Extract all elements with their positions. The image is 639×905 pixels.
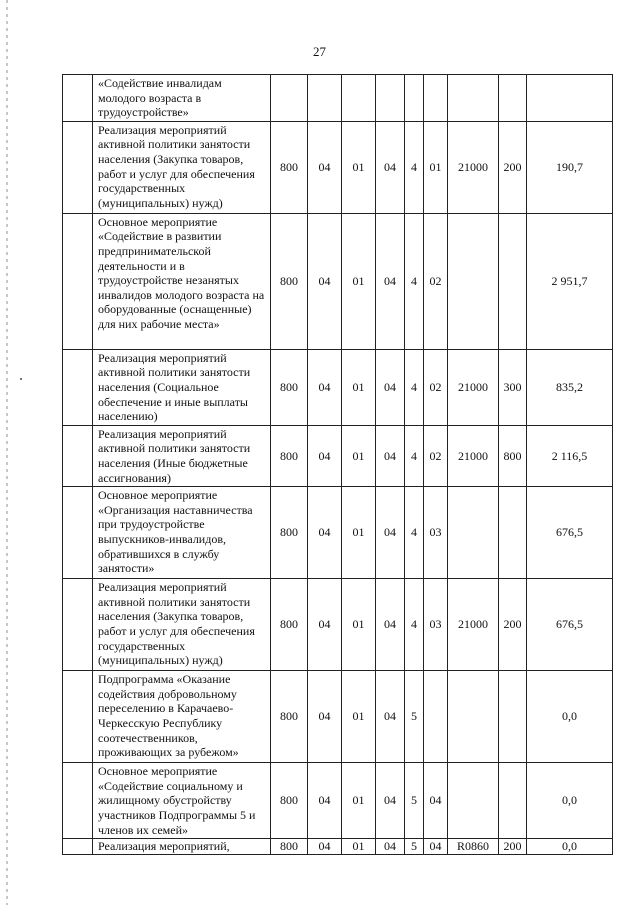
subprogram-cell: 5 xyxy=(405,671,424,763)
measure-cell: 02 xyxy=(424,425,448,486)
subprogram-cell: 5 xyxy=(405,839,424,855)
subprogram-cell: 4 xyxy=(405,121,424,213)
table-row xyxy=(63,839,613,855)
admin-code-cell: 800 xyxy=(271,213,308,349)
expense-type-cell xyxy=(499,671,527,763)
item-name-cell: Реализация мероприятий, xyxy=(93,839,271,855)
direction-cell xyxy=(448,75,499,122)
row-index-cell xyxy=(63,839,93,855)
row-index-cell xyxy=(63,487,93,579)
admin-code-cell: 800 xyxy=(271,579,308,671)
section-cell xyxy=(308,75,342,122)
subsection-cell: 01 xyxy=(342,671,376,763)
table-row xyxy=(63,487,613,579)
subsection-cell: 01 xyxy=(342,839,376,855)
amount-cell: 0,0 xyxy=(527,763,613,839)
page-number: 27 xyxy=(313,44,326,59)
direction-cell xyxy=(448,487,499,579)
section-cell: 04 xyxy=(308,839,342,855)
amount-cell xyxy=(527,75,613,122)
direction-cell xyxy=(448,671,499,763)
subsection-cell: 01 xyxy=(342,763,376,839)
direction-cell xyxy=(448,763,499,839)
subprogram-cell: 4 xyxy=(405,213,424,349)
section-cell: 04 xyxy=(308,349,342,425)
amount-cell: 0,0 xyxy=(527,839,613,855)
subsection-cell: 01 xyxy=(342,487,376,579)
direction-cell: R0860 xyxy=(448,839,499,855)
measure-cell: 02 xyxy=(424,349,448,425)
row-index-cell xyxy=(63,213,93,349)
direction-cell: 21000 xyxy=(448,579,499,671)
amount-cell: 676,5 xyxy=(527,487,613,579)
section-cell: 04 xyxy=(308,425,342,486)
measure-cell: 03 xyxy=(424,487,448,579)
item-name-cell: Реализация мероприятий активной политики занятости населения (Иные бюджетные ассигнования) xyxy=(93,425,271,486)
table-row xyxy=(63,349,613,425)
program-cell: 04 xyxy=(376,213,405,349)
scan-mark xyxy=(20,378,22,380)
expense-type-cell xyxy=(499,487,527,579)
section-cell: 04 xyxy=(308,121,342,213)
expense-type-cell: 200 xyxy=(499,121,527,213)
measure-cell: 02 xyxy=(424,213,448,349)
amount-cell: 676,5 xyxy=(527,579,613,671)
expense-type-cell xyxy=(499,75,527,122)
admin-code-cell: 800 xyxy=(271,349,308,425)
program-cell xyxy=(376,75,405,122)
admin-code-cell: 800 xyxy=(271,121,308,213)
binding-edge xyxy=(6,0,8,905)
subprogram-cell: 4 xyxy=(405,579,424,671)
direction-cell xyxy=(448,213,499,349)
program-cell: 04 xyxy=(376,671,405,763)
subprogram-cell: 4 xyxy=(405,349,424,425)
direction-cell: 21000 xyxy=(448,349,499,425)
item-name-cell: «Содействие инвалидам молодого возраста в трудоустройстве» xyxy=(93,75,271,122)
amount-cell: 190,7 xyxy=(527,121,613,213)
amount-cell: 2 116,5 xyxy=(527,425,613,486)
row-index-cell xyxy=(63,579,93,671)
table-row xyxy=(63,579,613,671)
expense-type-cell: 800 xyxy=(499,425,527,486)
amount-cell: 835,2 xyxy=(527,349,613,425)
item-name-cell: Основное мероприятие «Организация наставничества при трудоустройстве выпускников-инвалидов, обратившихся в службу занятости» xyxy=(93,487,271,579)
admin-code-cell xyxy=(271,75,308,122)
amount-cell: 2 951,7 xyxy=(527,213,613,349)
expense-type-cell xyxy=(499,213,527,349)
subsection-cell: 01 xyxy=(342,579,376,671)
admin-code-cell: 800 xyxy=(271,671,308,763)
subsection-cell: 01 xyxy=(342,425,376,486)
row-index-cell xyxy=(63,671,93,763)
subprogram-cell: 4 xyxy=(405,425,424,486)
section-cell: 04 xyxy=(308,487,342,579)
admin-code-cell: 800 xyxy=(271,763,308,839)
item-name-cell: Реализация мероприятий активной политики занятости населения (Закупка товаров, работ и услуг для обеспечения государственных (муниципальных) нужд) xyxy=(93,121,271,213)
expense-type-cell: 300 xyxy=(499,349,527,425)
admin-code-cell: 800 xyxy=(271,839,308,855)
measure-cell: 04 xyxy=(424,763,448,839)
row-index-cell xyxy=(63,121,93,213)
subprogram-cell: 5 xyxy=(405,763,424,839)
program-cell: 04 xyxy=(376,487,405,579)
table-row xyxy=(63,671,613,763)
program-cell: 04 xyxy=(376,349,405,425)
budget-table xyxy=(62,74,613,855)
direction-cell: 21000 xyxy=(448,121,499,213)
measure-cell: 01 xyxy=(424,121,448,213)
row-index-cell xyxy=(63,75,93,122)
subsection-cell: 01 xyxy=(342,349,376,425)
item-name-cell: Реализация мероприятий активной политики занятости населения (Закупка товаров, работ и услуг для обеспечения государственных (муниципальных) нужд) xyxy=(93,579,271,671)
row-index-cell xyxy=(63,763,93,839)
table-row xyxy=(63,121,613,213)
item-name-cell: Подпрограмма «Оказание содействия добровольному переселению в Карачаево-Черкесскую Республику соотечественников, проживающих за рубежом» xyxy=(93,671,271,763)
section-cell: 04 xyxy=(308,213,342,349)
section-cell: 04 xyxy=(308,671,342,763)
program-cell: 04 xyxy=(376,763,405,839)
item-name-cell: Основное мероприятие «Содействие социальному и жилищному обустройству участников Подпрограммы 5 и членов их семей» xyxy=(93,763,271,839)
measure-cell xyxy=(424,75,448,122)
table-row xyxy=(63,425,613,486)
row-index-cell xyxy=(63,425,93,486)
expense-type-cell: 200 xyxy=(499,839,527,855)
measure-cell: 03 xyxy=(424,579,448,671)
subsection-cell: 01 xyxy=(342,121,376,213)
table-row xyxy=(63,763,613,839)
section-cell: 04 xyxy=(308,763,342,839)
subsection-cell xyxy=(342,75,376,122)
admin-code-cell: 800 xyxy=(271,425,308,486)
table-row xyxy=(63,75,613,122)
program-cell: 04 xyxy=(376,839,405,855)
subsection-cell: 01 xyxy=(342,213,376,349)
expense-type-cell xyxy=(499,763,527,839)
section-cell: 04 xyxy=(308,579,342,671)
measure-cell: 04 xyxy=(424,839,448,855)
row-index-cell xyxy=(63,349,93,425)
item-name-cell: Реализация мероприятий активной политики занятости населения (Социальное обеспечение и иные выплаты населению) xyxy=(93,349,271,425)
subprogram-cell: 4 xyxy=(405,487,424,579)
expense-type-cell: 200 xyxy=(499,579,527,671)
program-cell: 04 xyxy=(376,121,405,213)
program-cell: 04 xyxy=(376,579,405,671)
direction-cell: 21000 xyxy=(448,425,499,486)
program-cell: 04 xyxy=(376,425,405,486)
amount-cell: 0,0 xyxy=(527,671,613,763)
measure-cell xyxy=(424,671,448,763)
subprogram-cell xyxy=(405,75,424,122)
admin-code-cell: 800 xyxy=(271,487,308,579)
item-name-cell: Основное мероприятие «Содействие в развитии предпринимательской деятельности и в трудоустройстве незанятых инвалидов молодого возраста на оборудованные (оснащенные) для них рабочие места» xyxy=(93,213,271,349)
table-row xyxy=(63,213,613,349)
